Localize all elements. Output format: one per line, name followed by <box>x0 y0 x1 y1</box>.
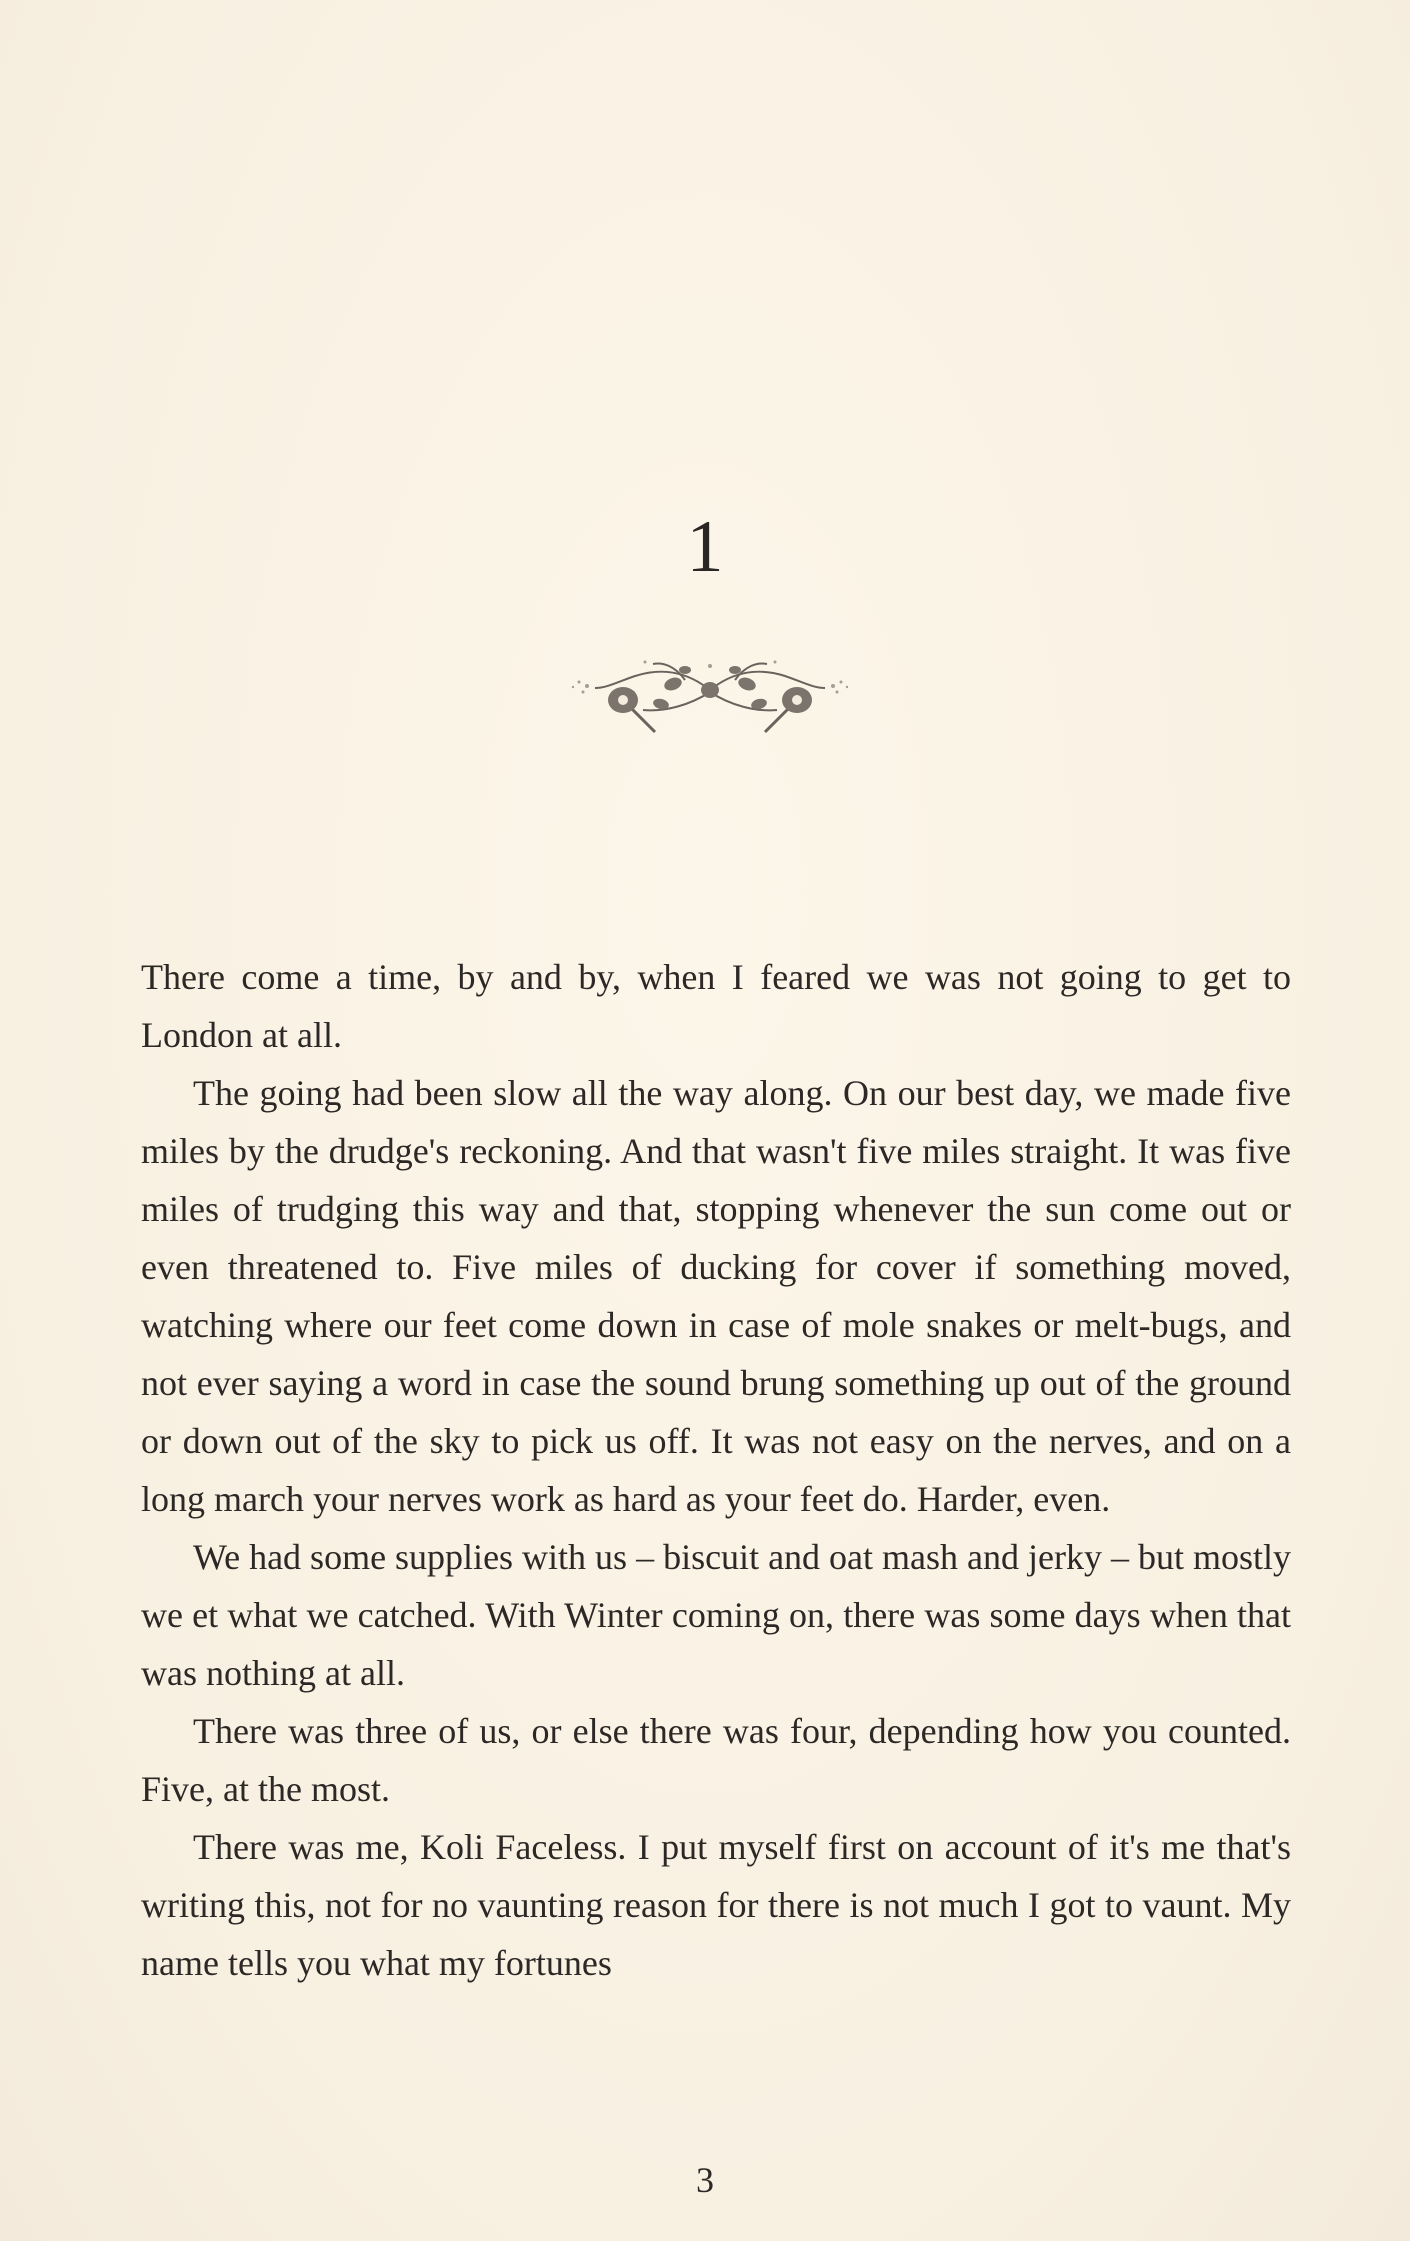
paragraph: There was me, Koli Faceless. I put myself first on account of it's me that's writing this, not for no vaunting reason for there is not much I got to vaunt. My name tells you what my fortunes <box>141 1827 1291 1983</box>
page-number: 3 <box>696 2160 714 2200</box>
chapter-body-text <box>141 948 1291 1992</box>
paragraph: There was three of us, or else there was four, depending how you counted. Five, at the most. <box>141 1711 1291 1809</box>
chapter-number: 1 <box>686 506 724 588</box>
paragraph: We had some supplies with us – biscuit and oat mash and jerky – but mostly we et what we catched. With Winter coming on, there was some days when that was nothing at all. <box>141 1537 1291 1693</box>
paragraph: The going had been slow all the way along. On our best day, we made five miles by the drudge's reckoning. And that wasn't five miles straight. It was five miles of trudging this way and that, stopping whenever the sun come out or even threatened to. Five miles of ducking for cover if something moved, watching where our feet come down in case of mole snakes or melt-bugs, and not ever saying a word in case the sound brung something up out of the ground or down out of the sky to pick us off. It was not easy on the nerves, and on a long march your nerves work as hard as your feet do. Harder, even. <box>141 1073 1291 1519</box>
paragraph: There come a time, by and by, when I feared we was not going to get to London at all. <box>141 957 1291 1055</box>
floral-vignette-icon <box>565 640 855 740</box>
